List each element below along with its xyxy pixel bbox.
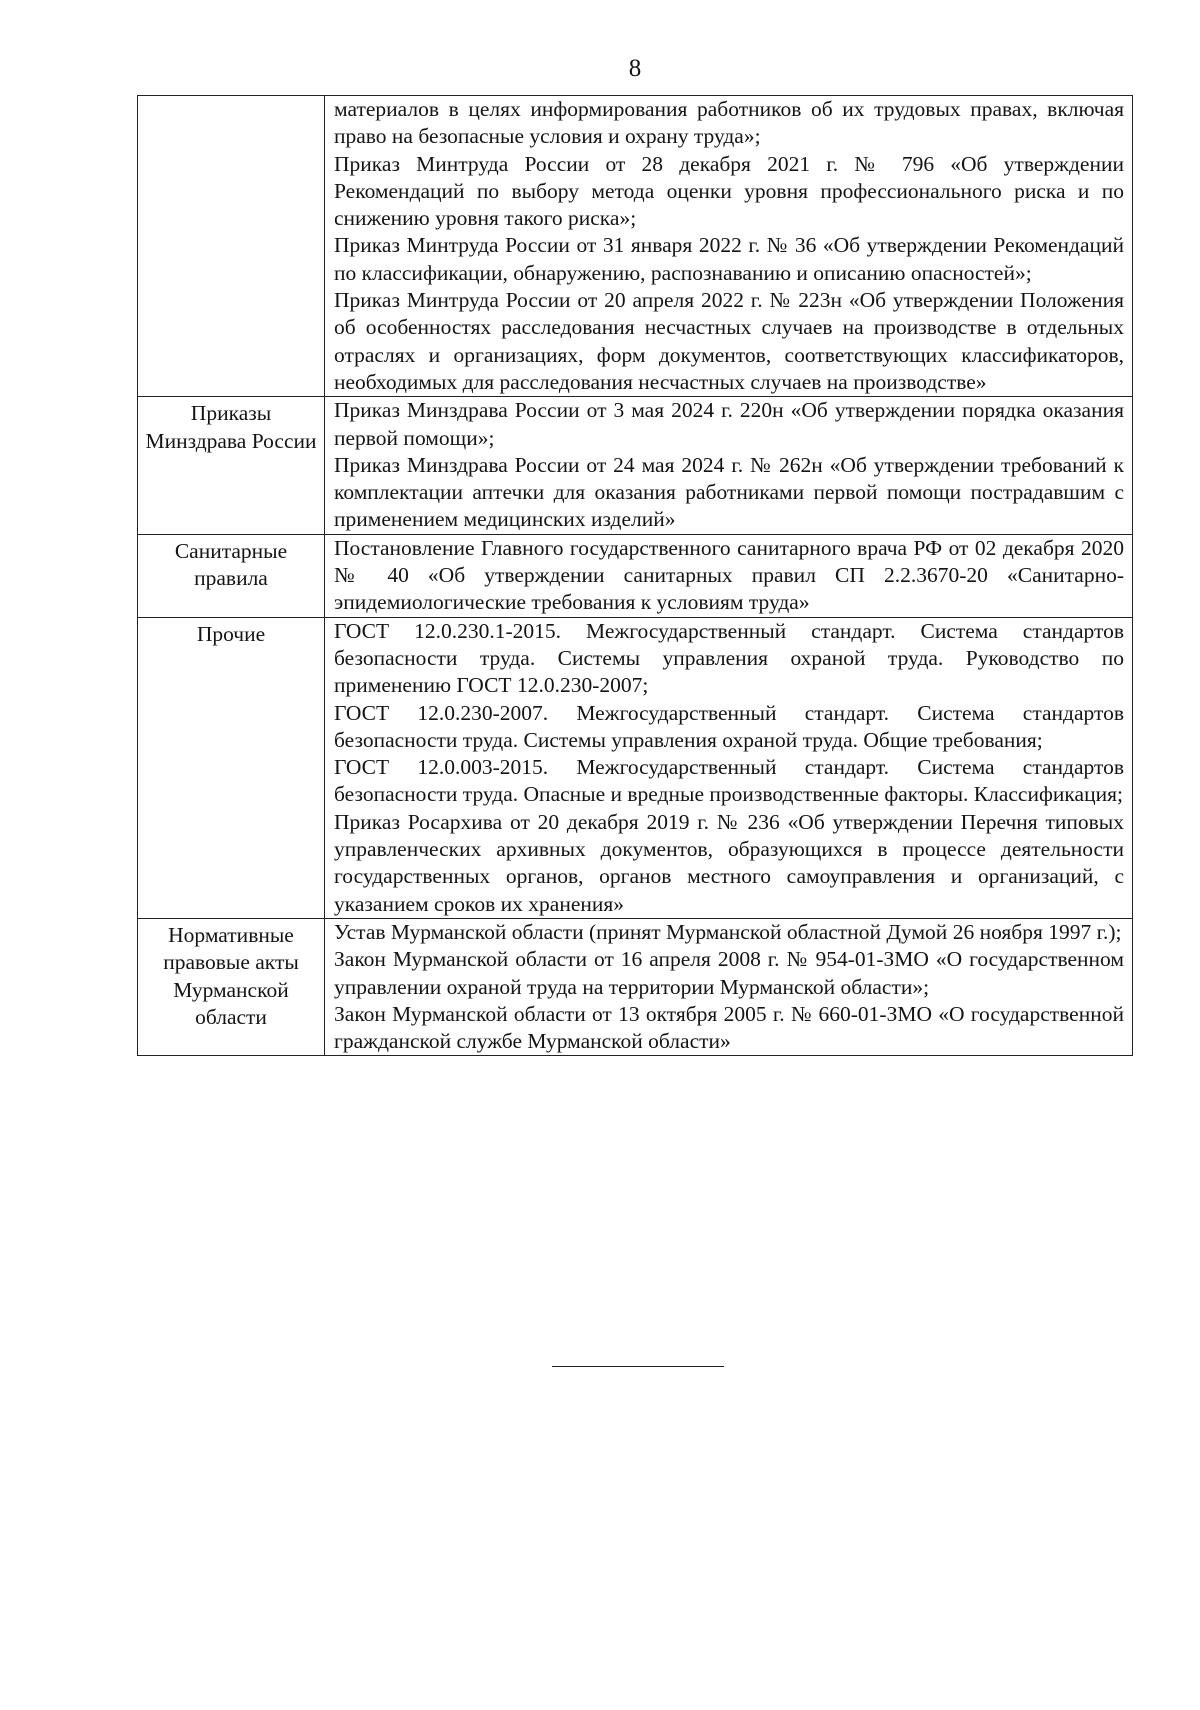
category-cell: Приказы Минздрава России [138, 397, 325, 534]
document-entry: ГОСТ 12.0.230-2007. Межгосударственный стандарт. Система стандартов безопасности труда. Системы управления охраной труда. Общие требования; [334, 700, 1124, 752]
category-cell [138, 96, 325, 397]
document-entry: ГОСТ 12.0.003-2015. Межгосударственный стандарт. Система стандартов безопасности труда. Опасные и вредные производственные факторы. Классификация; [334, 755, 1124, 807]
category-cell: Санитарные правила [138, 534, 325, 617]
document-entry: Устав Мурманской области (принят Мурманской областной Думой 26 ноября 1997 г.); [334, 919, 1122, 944]
document-entry: Постановление Главного государственного санитарного врача РФ от 02 декабря 2020 № 40 «Об утверждении санитарных правил СП 2.2.3670-20 «Санитарно-эпидемиологические требования к условиям труда» [334, 535, 1124, 615]
document-entry: Приказ Минздрава России от 3 мая 2024 г. 220н «Об утверждении порядка оказания первой помощи»; [334, 398, 1124, 450]
page-number: 8 [628, 55, 642, 82]
table-row [138, 617, 1133, 918]
regulations-table [137, 95, 1133, 1056]
category-cell: Прочие [138, 617, 325, 918]
table-row [138, 397, 1133, 534]
document-entry: Приказ Минтруда России от 31 января 2022 г. № 36 «Об утверждении Рекомендаций по классификации, обнаружению, распознаванию и описанию опасностей»; [334, 233, 1124, 285]
documents-cell [325, 617, 1133, 918]
document-entry: Закон Мурманской области от 13 октября 2005 г. № 660-01-ЗМО «О государственной гражданской службе Мурманской области» [334, 1001, 1124, 1054]
documents-cell [325, 397, 1133, 534]
document-entry: Приказ Минтруда России от 28 декабря 2021 г. № 796 «Об утверждении Рекомендаций по выбору метода оценки уровня профессионального риска и по снижению уровня такого риска»; [334, 151, 1124, 231]
document-entry: Приказ Минздрава России от 24 мая 2024 г. № 262н «Об утверждении требований к комплектации аптечки для оказания работниками первой помощи пострадавшим с применением медицинских изделий» [334, 452, 1124, 532]
end-divider [552, 1366, 724, 1367]
table-row [138, 534, 1133, 617]
category-cell: Нормативные правовые акты Мурманской области [138, 918, 325, 1055]
document-entry: материалов в целях информирования работников об их трудовых правах, включая право на безопасные условия и охрану труда»; [334, 97, 1124, 149]
documents-cell [325, 534, 1133, 617]
table-row [138, 96, 1133, 397]
table-row [138, 918, 1133, 1055]
document-entry: Приказ Минтруда России от 20 апреля 2022 г. № 223н «Об утверждении Положения об особенностях расследования несчастных случаев на производстве в отдельных отраслях и организациях, форм документов, соответствующих классификаторов, необходимых для расследования несчастных случаев на производстве» [334, 288, 1124, 394]
document-entry: Закон Мурманской области от 16 апреля 2008 г. № 954-01-ЗМО «О государственном управлении охраной труда на территории Мурманской области»; [334, 947, 1124, 999]
documents-cell [325, 96, 1133, 397]
document-entry: ГОСТ 12.0.230.1-2015. Межгосударственный стандарт. Система стандартов безопасности труда. Системы управления охраной труда. Руководство по применению ГОСТ 12.0.230-2007; [334, 618, 1124, 698]
document-entry: Приказ Росархива от 20 декабря 2019 г. № 236 «Об утверждении Перечня типовых управленческих архивных документов, образующихся в процессе деятельности государственных органов, органов местного самоуправления и организаций, с указанием сроков их хранения» [334, 809, 1124, 916]
documents-cell [325, 918, 1133, 1055]
